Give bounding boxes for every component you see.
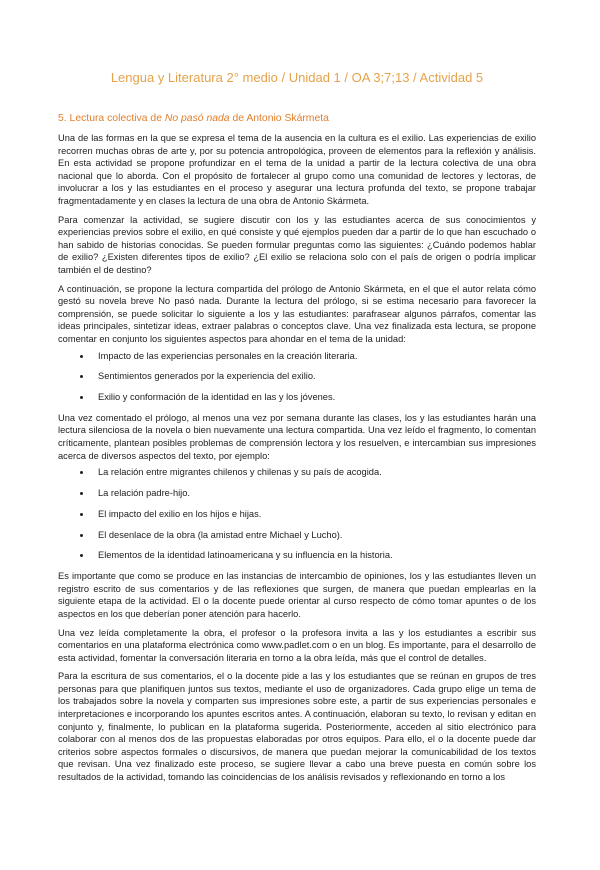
paragraph-discussion: Para comenzar la actividad, se sugiere discutir con los y las estudiantes acerca de sus conocimientos y experiencias previos sobre el exilio, en qué consiste y qué ejemplos pueden dar a partir de lo que han escuchado o han sabido de historias conocidas. Se pueden formular preguntas como las siguientes: ¿Cuándo podemos hablar de exilio? ¿Existen diferentes tipos de exilio? ¿El exilio se relaciona solo con el país de origen o podría implicar también el de destino? [58,214,536,275]
list-item: • El desenlace de la obra (la amistad entre Michael y Lucho). [92,529,536,542]
list-item: • El impacto del exilio en los hijos e hijas. [92,508,536,521]
paragraph-intro: Una de las formas en la que se expresa el tema de la ausencia en la cultura es el exilio. Las experiencias de exilio recorren muchas obras de arte y, por su potencia antropológica, proveen de elementos para la reflexión y análisis. En esta actividad se propone profundizar en el tema de la unidad a partir de la lectura colectiva de una obra nacional que lo aborda. Con el propósito de fortalecer al grupo como una comunidad de lectores y lectoras, de involucrar a los y las estudiantes en el proceso y asegurar una lectura profunda del texto, se propone trabajar fragmentadamente y en clases la lectura de una obra de Antonio Skármeta. [58,133,536,206]
section-title-work: No pasó nada [164,113,230,124]
list-item: • La relación entre migrantes chilenos y chilenas y su país de acogida. [92,466,536,479]
paragraph-writing: Para la escritura de sus comentarios, el o la docente pide a las y los estudiantes que se reúnan en grupos de tres personas para que planifiquen juntos sus textos, mediante el uso de organizadores. Cada grupo elige un tema de los trabajados sobre la novela y comparten sus impresiones sobre este, a partir de sus experiencias personales e interpretaciones e incorporando los apuntes escritos antes. A continuación, elaboran su texto, lo revisan y editan en conjunto y, finalmente, lo publican en la plataforma sugerida. Posteriormente, acceden al sitio electrónico para colaborar con al menos dos de las propuestas elaboradas por otros equipos. Para ello, el o la docente puede dar criterios sobre aspectos formales o discursivos, de manera que puedan mejorar la comunicabilidad de los textos que revisan. Una vez finalizado este proceso, se sugiere llevar a cabo una breve puesta en común sobre los resultados de la actividad, tomando las coincidencias de los análisis revisados y reflexionando en torno a los [58,671,536,783]
list-novel-aspects [58,466,536,562]
paragraph-reading: Una vez comentado el prólogo, al menos una vez por semana durante las clases, los y las estudiantes harán una lectura silenciosa de la novela o bien nuevamente una lectura compartida. Una vez leído el fragmento, lo comentan críticamente, plantean posibles problemas de comprensión lectora y los resuelven, e intercambian sus impresiones acerca de diversos aspectos del texto, por ejemplo: [58,412,536,461]
list-item: • Elementos de la identidad latinoamericana y su influencia en la historia. [92,549,536,562]
section-title-prefix: 5. Lectura colectiva de [58,113,165,124]
page-header: Lengua y Literatura 2° medio / Unidad 1 / OA 3;7;13 / Actividad 5 [110,70,484,85]
document-page [0,70,600,870]
paragraph-platform: Una vez leída completamente la obra, el profesor o la profesora invita a las y los estudiantes a escribir sus comentarios en una plataforma electrónica como www.padlet.com o en un blog. Es importante, para el desarrollo de esta actividad, fomentar la conversación literaria en torno a la obra leída, más que el control de detalles. [58,627,536,663]
paragraph-prologue: A continuación, se propone la lectura compartida del prólogo de Antonio Skármeta, en el que el autor relata cómo gestó su novela breve No pasó nada. Durante la lectura del prólogo, si se estima necesario para favorecer la comprensión, se puede solicitar lo siguiente a los y las estudiantes: parafrasear algunos párrafos, comentar las ideas principales, sintetizar ideas, extraer palabras o conceptos clave. Una vez finalizada esta lectura, se propone comentar en conjunto los siguientes aspectos para ahondar en el tema de la unidad: [58,283,536,344]
list-prologue-aspects [58,350,536,404]
section-title [58,112,536,126]
list-item: • La relación padre-hijo. [92,487,536,500]
list-item: • Impacto de las experiencias personales en la creación literaria. [92,350,536,363]
section-title-suffix: de Antonio Skármeta [229,113,329,124]
paragraph-notes: Es importante que como se produce en las instancias de intercambio de opiniones, los y las estudiantes lleven un registro escrito de sus comentarios y de las reflexiones que surgen, de manera que puedan emplearlas en la siguiente etapa de la actividad. El o la docente puede orientar al curso respecto de cómo tomar apuntes o de los aspectos en los que deberían poner atención para hacerlo. [58,571,536,619]
list-item: • Sentimientos generados por la experiencia del exilio. [92,370,536,383]
list-item: • Exilio y conformación de la identidad en las y los jóvenes. [92,391,536,404]
